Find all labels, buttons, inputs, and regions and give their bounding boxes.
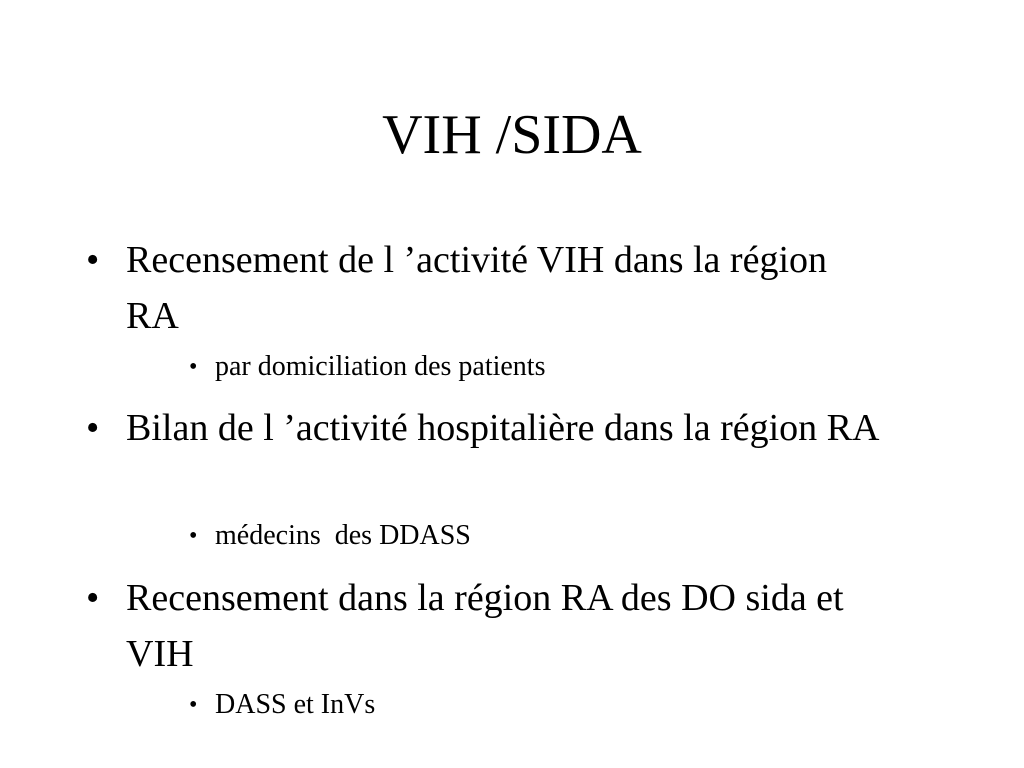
bullet-item [86,400,886,456]
bullet-item [86,570,886,682]
bullet-text: Bilan de l ’activité hospitalière dans la région RA [126,407,880,449]
sub-bullet-item [189,350,875,384]
bullet-dot-icon: • [189,354,198,380]
bullet-dot-icon: • [86,239,100,281]
bullet-dot-icon: • [86,577,100,619]
sub-bullet-text: par domiciliation des patients [215,351,546,382]
bullet-text: Recensement dans la région RA des DO sida et VIH [126,577,844,675]
bullet-item [86,232,886,344]
bullet-text: Recensement de l ’activité VIH dans la région RA [126,239,827,337]
slide-title: VIH /SIDA [382,104,642,166]
bullet-dot-icon: • [189,692,198,718]
bullet-dot-icon: • [189,523,198,549]
sub-bullet-item [189,688,875,722]
sub-bullet-item [189,519,875,553]
bullet-dot-icon: • [86,407,100,449]
sub-bullet-text: DASS et InVs [215,689,376,720]
sub-bullet-text: médecins des DDASS [215,520,471,551]
